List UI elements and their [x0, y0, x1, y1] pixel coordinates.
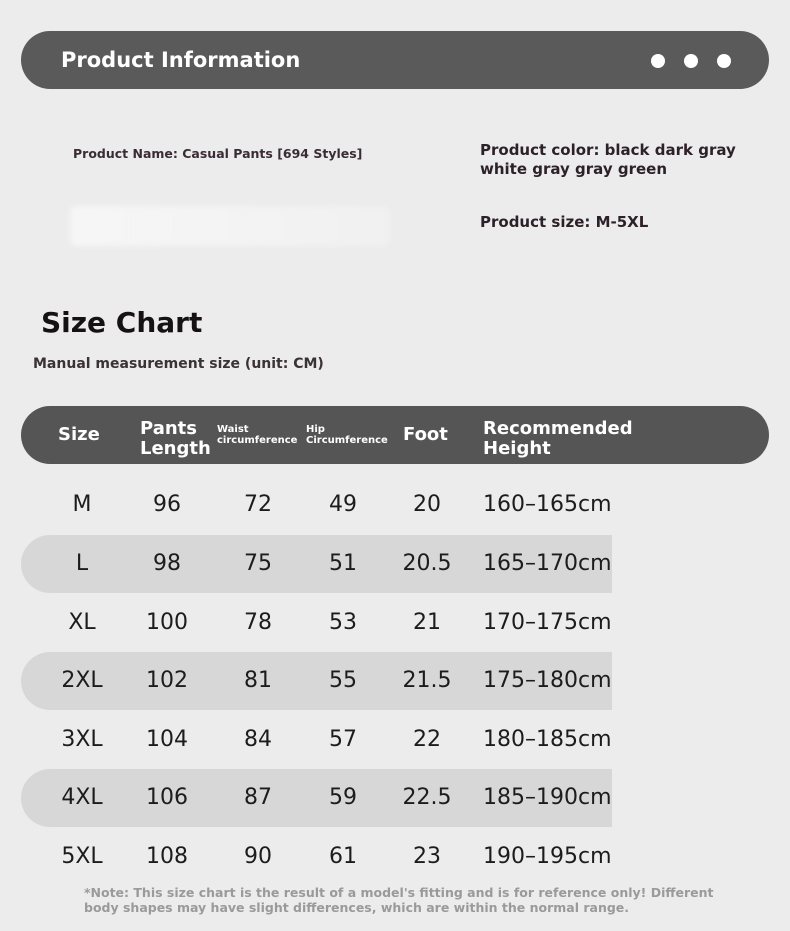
- cell-height: 180–185cm: [483, 727, 612, 752]
- header-hip: Hip Circumference: [306, 424, 388, 446]
- cell-size: 5XL: [61, 844, 103, 869]
- table-row: [21, 769, 612, 827]
- cell-pants-length: 98: [153, 551, 181, 576]
- header-size: Size: [58, 424, 100, 445]
- product-info-banner: [21, 31, 769, 89]
- cell-waist: 84: [244, 727, 272, 752]
- cell-pants-length: 104: [146, 727, 188, 752]
- cell-waist: 72: [244, 492, 272, 517]
- size-chart-note: *Note: This size chart is the result of a model's fitting and is for reference only! Different body shapes may have slight differences, which are within the normal range.: [84, 885, 714, 915]
- cell-foot: 22.5: [402, 785, 452, 810]
- cell-hip: 55: [329, 668, 357, 693]
- cell-waist: 90: [244, 844, 272, 869]
- size-chart-title: Size Chart: [41, 306, 203, 339]
- cell-height: 190–195cm: [483, 844, 612, 869]
- header-foot: Foot: [403, 424, 448, 445]
- cell-foot: 21: [413, 610, 441, 635]
- blurred-text-block: [70, 206, 390, 246]
- cell-pants-length: 108: [146, 844, 188, 869]
- cell-hip: 57: [329, 727, 357, 752]
- cell-hip: 61: [329, 844, 357, 869]
- cell-height: 185–190cm: [483, 785, 612, 810]
- cell-pants-length: 100: [146, 610, 188, 635]
- cell-height: 160–165cm: [483, 492, 612, 517]
- cell-waist: 78: [244, 610, 272, 635]
- dot-icon: [684, 54, 698, 68]
- cell-foot: 20.5: [402, 551, 452, 576]
- cell-pants-length: 106: [146, 785, 188, 810]
- banner-title: Product Information: [61, 48, 301, 72]
- cell-size: 2XL: [61, 668, 103, 693]
- cell-foot: 21.5: [402, 668, 452, 693]
- header-height: Recommended Height: [483, 418, 633, 459]
- cell-waist: 81: [244, 668, 272, 693]
- cell-size: M: [72, 492, 92, 517]
- product-name: Product Name: Casual Pants [694 Styles]: [73, 146, 363, 161]
- cell-size: L: [75, 551, 89, 576]
- cell-height: 165–170cm: [483, 551, 612, 576]
- cell-pants-length: 102: [146, 668, 188, 693]
- header-pants-length: Pants Length: [140, 418, 211, 459]
- cell-hip: 59: [329, 785, 357, 810]
- cell-size: XL: [68, 610, 96, 635]
- cell-size: 3XL: [61, 727, 103, 752]
- table-row: [21, 594, 612, 652]
- cell-pants-length: 96: [153, 492, 181, 517]
- cell-hip: 49: [329, 492, 357, 517]
- cell-foot: 20: [413, 492, 441, 517]
- cell-height: 170–175cm: [483, 610, 612, 635]
- table-row: [21, 476, 612, 534]
- dots-decoration: [651, 54, 731, 68]
- dot-icon: [651, 54, 665, 68]
- cell-height: 175–180cm: [483, 668, 612, 693]
- product-size: Product size: M-5XL: [480, 213, 649, 231]
- product-color: Product color: black dark gray white gray gray green: [480, 141, 736, 178]
- cell-waist: 87: [244, 785, 272, 810]
- table-row: [21, 711, 612, 769]
- cell-hip: 53: [329, 610, 357, 635]
- size-table-header: [21, 406, 769, 464]
- table-row: [21, 828, 612, 886]
- table-row: [21, 535, 612, 593]
- cell-foot: 22: [413, 727, 441, 752]
- cell-size: 4XL: [61, 785, 103, 810]
- table-row: [21, 652, 612, 710]
- cell-foot: 23: [413, 844, 441, 869]
- dot-icon: [717, 54, 731, 68]
- size-chart-subtitle: Manual measurement size (unit: CM): [33, 356, 324, 372]
- cell-waist: 75: [244, 551, 272, 576]
- header-waist: Waist circumference: [217, 424, 298, 446]
- cell-hip: 51: [329, 551, 357, 576]
